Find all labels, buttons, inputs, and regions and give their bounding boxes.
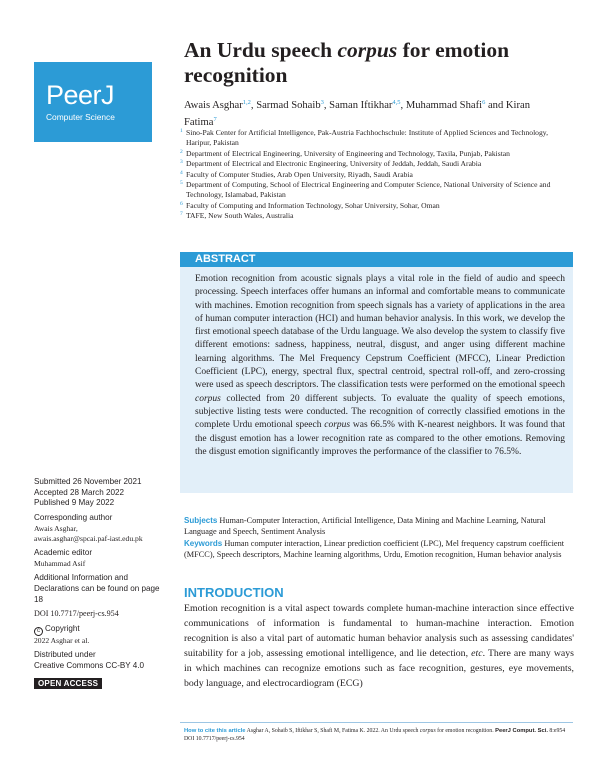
open-access-badge: OPEN ACCESS: [34, 678, 102, 689]
author-affil-ref: 6: [482, 99, 486, 106]
license-link[interactable]: Creative Commons CC-BY 4.0: [34, 660, 145, 670]
citation-footer: How to cite this article Asghar A, Sohaib S, Iftikhar S, Shafi M, Fatima K. 2022. An Urdu speech corpus for emotion recognition. PeerJ Comput. Sci. 8:e954 DOI 10.7717/peerj-cs.954: [184, 728, 566, 743]
abstract-heading: ABSTRACT: [180, 252, 573, 267]
submitted-date: Submitted 26 November 2021: [34, 477, 142, 486]
copyright-icon: c: [34, 627, 43, 636]
affiliation-item: 2 Department of Electrical Engineering, University of Engineering and Technology, Taxila, Punjab, Pakistan: [180, 148, 510, 158]
additional-info-link[interactable]: Additional Information and Declarations can be found on page 18: [34, 573, 160, 604]
author-affil-ref: 7: [213, 116, 217, 124]
author-name[interactable]: Sarmad Sohaib: [256, 100, 321, 111]
corresponding-author-email[interactable]: awais.asghar@spcai.paf-iast.edu.pk: [34, 534, 143, 544]
author-affil-ref: 1,2: [242, 99, 251, 106]
affiliation-item: 6 Faculty of Computing and Information Technology, Sohar University, Sohar, Oman: [180, 200, 440, 210]
doi-link[interactable]: 10.7717/peerj-cs.954: [50, 609, 119, 619]
footer-divider: [180, 722, 573, 723]
author-name[interactable]: Muhammad Shafi: [405, 100, 483, 111]
subjects-text[interactable]: Human-Computer Interaction, Artificial Intelligence, Data Mining and Machine Learning, Natural Language and Speech, Sentiment Analysis: [184, 516, 546, 537]
doi: DOI 10.7717/peerj-cs.954: [34, 609, 119, 619]
accepted-date: Accepted 28 March 2022: [34, 487, 124, 497]
introduction-text: Emotion recognition is a vital aspect towards complete human-machine interaction since effective communications of information is fundamental to human-machine interaction. Emotion recognition is also a vital part of automatic human behavior analysis such as assessing candidates' suitability for a job, assessing emotional intelligence, and lie detection, etc. There are many ways in which machines can recognize emotions such as face recognition, gestures, eye movements, body language, and electrocardiogram (ECG): [184, 603, 574, 689]
journal-logo: [34, 62, 152, 142]
footer-doi[interactable]: 8:e954 DOI 10.7717/peerj-cs.954: [184, 728, 566, 743]
copyright: c Copyright: [34, 624, 170, 636]
affiliation-item: 4 Faculty of Computer Studies, Arab Open University, Riyadh, Saudi Arabia: [180, 169, 413, 179]
author-affil-ref: 3: [320, 99, 324, 106]
affiliation-list: [180, 128, 570, 222]
author-affil-ref: 4,5: [392, 99, 401, 106]
corresponding-author-label: Corresponding author: [34, 513, 113, 523]
affiliation-item: 7 TAFE, New South Wales, Australia: [180, 211, 294, 221]
published-date: Published 9 May 2022: [34, 498, 115, 508]
article-sidebar: [34, 477, 170, 689]
cite-label: How to cite this article: [184, 728, 246, 734]
introduction-heading: INTRODUCTION: [184, 585, 284, 600]
copyright-holder: 2022 Asghar et al.: [34, 635, 90, 645]
keywords-line: [184, 538, 570, 561]
subjects-line: [184, 515, 570, 538]
author-name[interactable]: Kiran Fatima: [184, 100, 531, 129]
title-italic: corpus: [337, 38, 398, 62]
author-name[interactable]: Awais Asghar: [184, 100, 243, 111]
subjects-keywords: [184, 515, 570, 561]
academic-editor-label: Academic editor: [34, 548, 93, 558]
affiliation-item: 1 Sino-Pak Center for Artificial Intelligence, Pak-Austria Fachhochschule: Institute of Applied Sciences and Technology, Haripur, Pakistan: [180, 128, 548, 148]
keywords-text: Human computer interaction, Linear prediction coefficient (LPC), Mel frequency capstrum coefficient (MFCC), Speech descriptors, Machine learning algorithms, Urdu, Emotion recognition, Human behavior analysis: [184, 538, 565, 560]
logo-subtitle: Computer Science: [46, 112, 115, 122]
author-list: Awais Asghar$^{1,2}$, Sarmad Sohaib$^3$, Saman Iftikhar$^{4,5}$, Muhammad Shafi$^6$ and Kiran Fatima$^7$: [184, 99, 531, 129]
academic-editor-name: Muhammad Asif: [34, 558, 86, 568]
abstract-text: Emotion recognition from acoustic signals plays a vital role in the field of audio and speech processing. Speech interfaces offer humans an informal and comfortable means to communicate with machines. Emotion recognition from speech signals has a variety of applications in the area of human computer interaction (HCI) and human behavior analysis. In this work, we develop the first emotional speech database of the Urdu language. We also develop the system to classify five different emotions: sadness, happiness, neutral, disgust, and anger using different machine learning algorithms. The Mel Frequency Cepstrum Coefficient (MFCC), Linear Prediction Coefficient (LPC), energy, spectral flux, spectral centroid, spectral roll-off, and zero-crossing were used as speech descriptors. The classification tests were performed on the emotional speech corpus collected from 20 different subjects. To evaluate the quality of speech emotions, subjective listing tests were conducted. The recognition of correctly classified emotions in the complete Urdu emotional speech corpus was 66.5% with K-nearest neighbors. It was found that the disgust emotion has a lower recognition rate as compared to the other emotions. Removing the disgust emotion significantly improves the performance of the classifier to 76.5%.: [180, 267, 573, 493]
affiliation-item: 3 Department of Electrical and Electronic Engineering, University of Jeddah, Jeddah, Saudi Arabia: [180, 159, 482, 169]
subjects-label: Subjects: [184, 516, 218, 525]
paper-title: An Urdu speech corpus for emotion recognition: [184, 38, 510, 87]
author-name[interactable]: Saman Iftikhar: [329, 100, 393, 111]
distribution-label: Distributed under: [34, 650, 96, 660]
journal-name: PeerJ Comput. Sci.: [495, 728, 548, 734]
affiliation-item: 5 Department of Computing, School of Electrical Engineering and Computer Science, National University of Science and Technology, Islamabad, Pakistan: [180, 180, 551, 200]
logo-brand: PeerJ: [46, 80, 115, 110]
keywords-label: Keywords: [184, 538, 223, 548]
corresponding-author-name: Awais Asghar,: [34, 523, 78, 533]
